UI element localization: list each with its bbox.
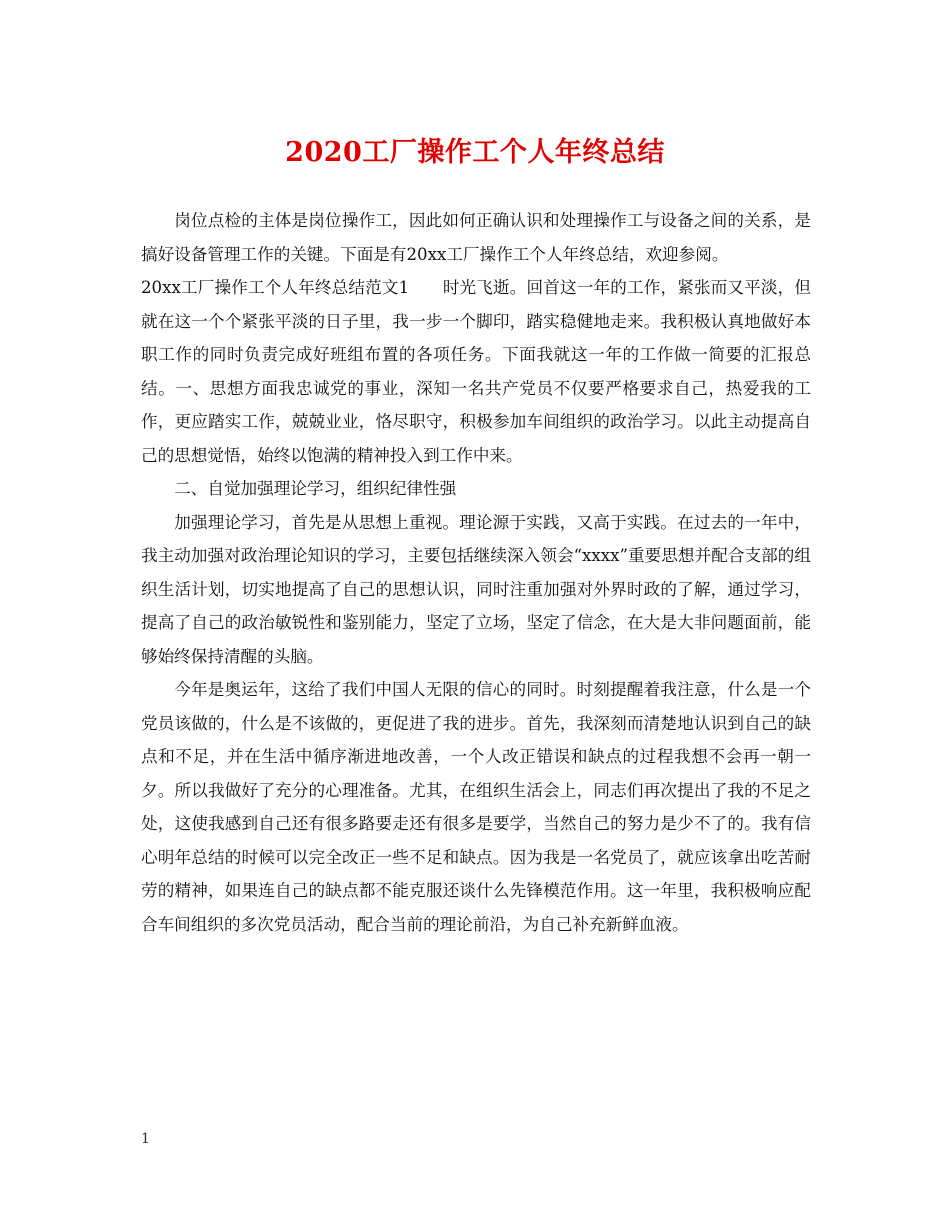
document-title: 2020工厂操作工个人年终总结	[285, 137, 665, 168]
page-number: 1	[141, 1131, 150, 1147]
section-heading-theory: 二、自觉加强理论学习，组织纪律性强	[174, 479, 457, 498]
paragraph-olympic-year: 今年是奥运年，这给了我们中国人无限的信心的同时。时刻提醒着我注意，什么是一个党员该做的，什么是不该做的，更促进了我的进步。首先，我深刻而清楚地认识到自己的缺点和不足，并在生活中循序渐进地改善，一个人改正错误和缺点的过程我想不会再一朝一夕。所以我做好了充分的心理准备。尤其，在组织生活会上，同志们再次提出了我的不足之处，这使我感到自己还有很多路要走还有很多是要学，当然自己的努力是少不了的。我有信心明年总结的时候可以完全改正一些不足和缺点。因为我是一名党员了，就应该拿出吃苦耐劳的精神，如果连自己的缺点都不能克服还谈什么先锋模范作用。这一年里，我积极响应配合车间组织的多次党员活动，配合当前的理论前沿，为自己补充新鲜血液。	[141, 680, 811, 934]
paragraph-intro: 岗位点检的主体是岗位操作工，因此如何正确认识和处理操作工与设备之间的关系，是搞好设备管理工作的关键。下面是有20xx工厂操作工个人年终总结，欢迎参阅。	[141, 211, 811, 264]
paragraph-theory-study: 加强理论学习，首先是从思想上重视。理论源于实践，又高于实践。在过去的一年中，我主动加强对政治理论知识的学习，主要包括继续深入领会“xxxx”重要思想并配合支部的组织生活计划，切实地提高了自己的思想认识，同时注重加强对外界时政的了解，通过学习，提高了自己的政治敏锐性和鉴别能力，坚定了立场，坚定了信念，在大是大非问题面前，能够始终保持清醒的头脑。	[141, 512, 811, 666]
document-body	[141, 204, 811, 941]
paragraph-sample-1: 20xx工厂操作工个人年终总结范文1 时光飞逝。回首这一年的工作，紧张而又平淡，但就在这一个个紧张平淡的日子里，我一步一个脚印，踏实稳健地走来。我积极认真地做好本职工作的同时负责完成好班组布置的各项任务。下面我就这一年的工作做一简要的汇报总结。一、思想方面我忠诚党的事业，深知一名共产党员不仅要严格要求自己，热爱我的工作，更应踏实工作，兢兢业业，恪尽职守，积极参加车间组织的政治学习。以此主动提高自己的思想觉悟，始终以饱满的精神投入到工作中来。	[141, 278, 811, 465]
